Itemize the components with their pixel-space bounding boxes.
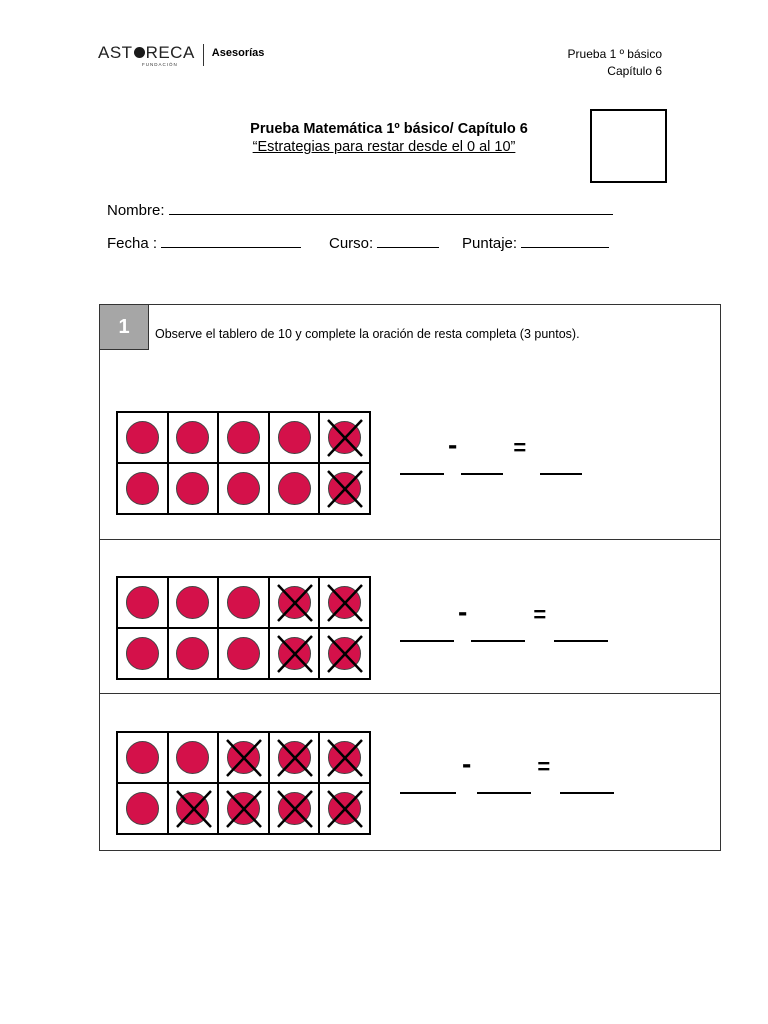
cross-out-icon [276,738,314,778]
name-field[interactable] [169,200,613,215]
counter-dot [126,741,159,774]
ten-frame [116,411,371,515]
ten-frame-cell [319,783,370,834]
cross-out-icon [326,789,364,829]
ten-frame-cell [117,628,168,679]
equals-sign: = [537,754,551,779]
date-field[interactable] [161,233,301,248]
exercise-number-badge: 1 [100,305,149,350]
ten-frame-cell [269,412,320,463]
ten-frame-cell [269,783,320,834]
cross-out-icon [225,738,263,778]
exercise-1 [99,304,721,851]
ten-frame-cell [117,783,168,834]
document-header-info [568,46,662,80]
row-divider [100,539,720,540]
logo-division: Asesorías [211,47,265,59]
answer-blank[interactable] [461,473,503,475]
title-subtitle: “Estrategias para restar desde el 0 al 10” [252,139,516,155]
name-label: Nombre: [107,202,165,219]
cross-out-icon [326,583,364,623]
counter-dot [176,586,209,619]
ten-frame-cell [269,732,320,783]
cross-out-icon [326,634,364,674]
counter-dot [176,741,209,774]
counter-dot [227,421,260,454]
counter-dot [176,637,209,670]
ten-frame-cell [168,577,219,628]
title-main: Prueba Matemática 1º básico/ Capítulo 6 [250,121,528,137]
answer-blank[interactable] [560,792,614,794]
logo [98,44,264,74]
course-field[interactable] [377,233,439,248]
ten-frame-cell [319,412,370,463]
course-field-row [329,233,439,252]
ten-frame-cell [269,628,320,679]
logo-divider [203,44,204,66]
cross-out-icon [326,418,364,458]
ten-frame-cell [218,732,269,783]
ten-frame-cell [168,732,219,783]
ten-frame-cell [168,463,219,514]
cross-out-icon [326,738,364,778]
cross-out-icon [326,469,364,509]
equals-sign: = [533,602,547,627]
answer-blank[interactable] [540,473,582,475]
cross-out-icon [276,789,314,829]
header-chapter-label: Capítulo 6 [607,64,662,78]
minus-sign: - [458,596,468,627]
counter-dot [126,637,159,670]
counter-dot [126,586,159,619]
counter-dot [227,637,260,670]
ten-frame-cell [218,463,269,514]
ten-frame-cell [218,412,269,463]
cross-out-icon [175,789,213,829]
date-field-row [107,233,301,252]
header-test-label: Prueba 1 º básico [567,47,662,61]
counter-dot [126,421,159,454]
counter-dot [176,421,209,454]
counter-dot [126,472,159,505]
ten-frame-cell [319,628,370,679]
logo-dot-icon [134,47,145,58]
answer-blank[interactable] [477,792,531,794]
score-field-row [462,233,609,252]
cross-out-icon [276,583,314,623]
ten-frame-cell [218,577,269,628]
answer-blank[interactable] [400,640,454,642]
ten-frame-cell [319,463,370,514]
ten-frame [116,576,371,680]
ten-frame-cell [117,463,168,514]
ten-frame-cell [168,783,219,834]
answer-blank[interactable] [400,792,456,794]
ten-frame-cell [319,732,370,783]
counter-dot [278,421,311,454]
ten-frame-cell [168,628,219,679]
counter-dot [176,472,209,505]
ten-frame-cell [168,412,219,463]
score-box[interactable] [590,109,667,183]
ten-frame-cell [117,412,168,463]
ten-frame-cell [218,783,269,834]
date-label: Fecha : [107,235,158,252]
counter-dot [126,792,159,825]
score-field[interactable] [521,233,609,248]
ten-frame-cell [218,628,269,679]
minus-sign: - [462,748,472,779]
ten-frame-cell [269,463,320,514]
counter-dot [227,472,260,505]
ten-frame-cell [319,577,370,628]
score-label: Puntaje: [462,235,518,252]
subtraction-sentence [400,596,608,642]
ten-frame-cell [269,577,320,628]
name-field-row [107,200,613,219]
answer-blank[interactable] [554,640,608,642]
row-divider [100,693,720,694]
subtraction-sentence [400,429,582,475]
equals-sign: = [513,435,527,460]
cross-out-icon [225,789,263,829]
logo-brand: AST RECA [98,43,195,62]
ten-frame-cell [117,577,168,628]
logo-sub: FUNDACIÓN [142,62,178,67]
counter-dot [227,586,260,619]
subtraction-sentence [400,748,614,794]
ten-frame [116,731,371,835]
counter-dot [278,472,311,505]
answer-blank[interactable] [471,640,525,642]
answer-blank[interactable] [400,473,444,475]
ten-frame-cell [117,732,168,783]
exercise-instruction: Observe el tablero de 10 y complete la oración de resta completa (3 puntos). [155,327,580,341]
minus-sign: - [448,429,458,460]
course-label: Curso: [329,235,374,252]
cross-out-icon [276,634,314,674]
